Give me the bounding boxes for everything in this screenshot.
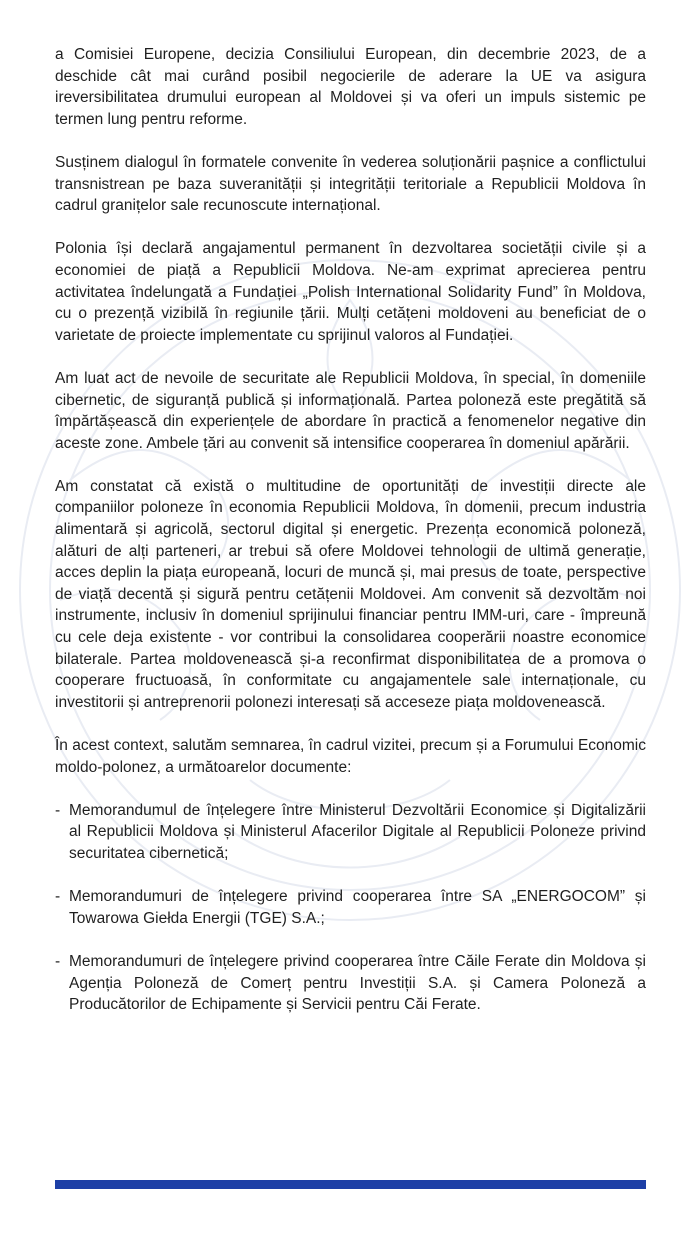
list-item: [55, 886, 646, 929]
bullet-text-cybersecurity-memorandum: Memorandumul de înțelegere între Ministerul Dezvoltării Economice și Digitalizării al Republicii Moldova și Ministerul Afacerilor Digitale al Republicii Poloneze privind securitatea cibernetică;: [69, 801, 646, 862]
bullet-text-energocom-memorandum: Memorandumuri de înțelegere privind cooperarea între SA „ENERGOCOM” și Towarowa Giełda Energii (TGE) S.A.;: [69, 888, 646, 927]
paragraph-transnistrian-conflict: Susținem dialogul în formatele convenite în vederea soluționării pașnice a conflictului transnistrean pe baza suveranității și integrității teritoriale a Republicii Moldova în cadrul granițelor sale recunoscute internațional.: [55, 153, 646, 215]
paragraph-investment-opportunities: Am constatat că există o multitudine de oportunități de investiții directe ale companiilor poloneze în economia Republicii Moldova, în domenii, precum industria alimentară și agricolă, sectorul digital și energetic. Prezența economică poloneză, alături de alți parteneri, ar trebui să ofere Moldovei tehnologii de ultimă generație, acces deplin la piața europeană, locuri de muncă și, mai presus de toate, perspective de viață decentă și sigură pentru cetățenii Moldovei. Am convenit să dezvoltăm noi instrumente, inclusiv în domeniul sprijinului financiar pentru IMM-uri, care - împreună cu cele deja existente - vor contribui la consolidarea cooperării noastre economice bilaterale. Partea moldovenească și-a reconfirmat disponibilitatea de a promova o cooperare fructuoasă, în conformitate cu angajamentele sale internaționale, cu investitorii și antreprenorii polonezi interesați să acceseze piața moldovenească.: [55, 477, 646, 711]
document-body: [55, 44, 646, 1037]
bullet-marker: -: [55, 888, 61, 906]
list-item: [55, 951, 646, 1016]
paragraph-civil-society: Polonia își declară angajamentul permanent în dezvoltarea societății civile și a economiei de piață a Republicii Moldova. Ne-am exprimat aprecierea pentru activitatea îndelungată a Fundației „Polish International Solidarity Fund” în Moldova, cu o prezență vizibilă în regiunile țării. Mulți cetățeni moldoveni au beneficiat de o varietate de proiecte implementate cu sprijinul valoros al Fundației.: [55, 240, 646, 344]
footer-accent-bar: [55, 1180, 646, 1189]
bullet-text-railways-memorandum: Memorandumuri de înțelegere privind cooperarea între Căile Ferate din Moldova și Agenția Poloneză de Comerț pentru Investiții S.A. și Camera Poloneză a Producătorilor de Echipamente și Servicii pentru Căi Ferate.: [69, 952, 646, 1014]
bullet-marker: -: [55, 952, 61, 970]
list-item: [55, 800, 646, 865]
paragraph-eu-accession: a Comisiei Europene, decizia Consiliului European, din decembrie 2023, de a deschide cât mai curând posibil negocierile de aderare la UE va asigura ireversibilitatea drumului european al Moldovei și va oferi un impuls sistemic pe termen lung pentru reforme.: [55, 46, 646, 128]
paragraph-security-needs: Am luat act de nevoile de securitate ale Republicii Moldova, în special, în domeniile cibernetic, de siguranță publică și informațională. Partea poloneză este pregătită să împărtășească din experiențele de abordare în practică a fenomenelor negative din aceste zone. Ambele țări au convenit să intensifice cooperarea în domeniul apărării.: [55, 369, 646, 452]
paragraph-signed-documents-intro: În acest context, salutăm semnarea, în cadrul vizitei, precum și a Forumului Economic moldo-polonez, a următoarelor documente:: [55, 737, 646, 776]
bullet-marker: -: [55, 801, 61, 819]
